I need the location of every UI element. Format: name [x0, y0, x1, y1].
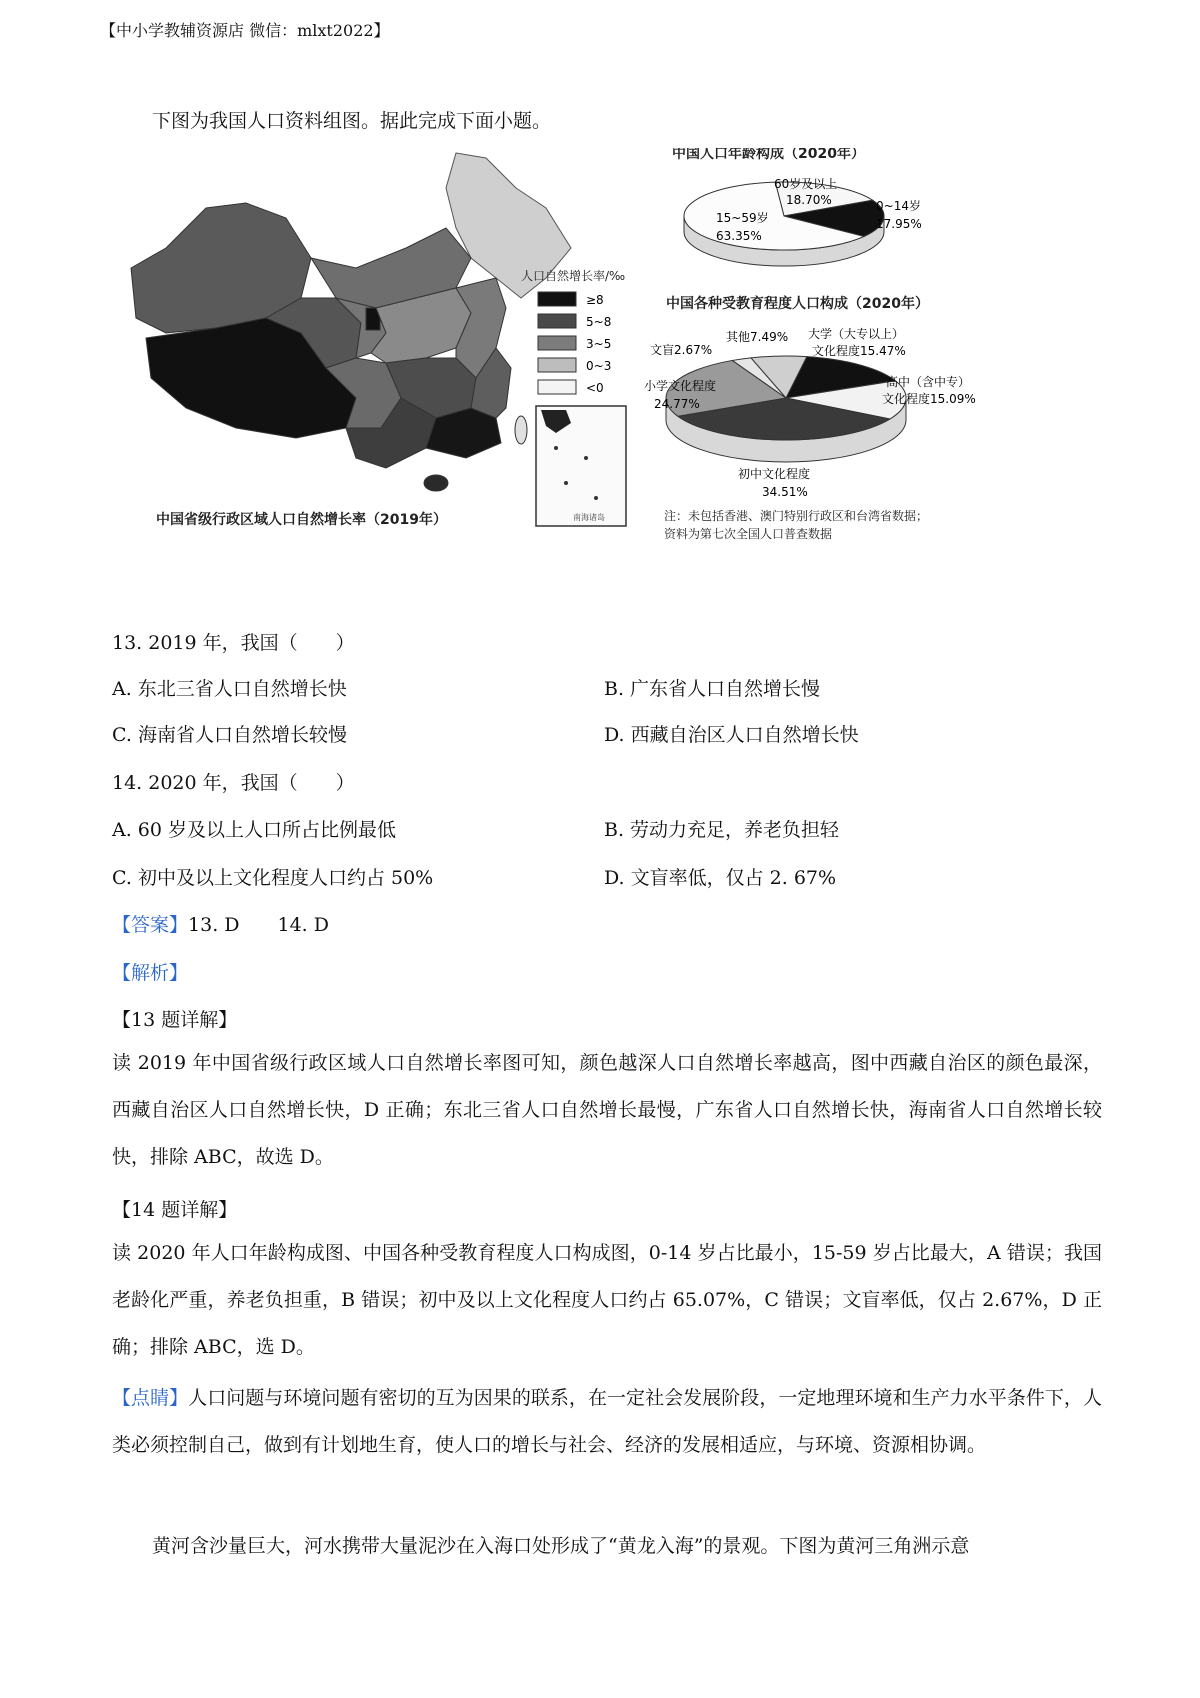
figure-svg	[126, 148, 1086, 593]
q14-option-b: B. 劳动力充足，养老负担轻	[604, 819, 840, 841]
detail14-title: 【14 题详解】	[112, 1199, 238, 1221]
edu-chart-title: 中国各种受教育程度人口构成（2020年）	[666, 296, 929, 312]
age-label-15-59: 15~59岁	[716, 211, 769, 225]
edu-label-other: 其他7.49%	[726, 330, 789, 344]
legend-label-3: 3~5	[586, 337, 612, 351]
edu-value-university: 文化程度15.47%	[812, 344, 906, 358]
figure-note-2: 资料为第七次全国人口普查数据	[664, 527, 833, 541]
tip-paragraph	[112, 1375, 1102, 1469]
age-pie-chart	[684, 176, 922, 266]
map-legend-title: 人口自然增长率/‰	[521, 269, 626, 283]
map-legend	[538, 292, 611, 395]
inset-label: 南海诸岛	[573, 513, 605, 522]
age-value-15-59: 63.35%	[716, 229, 762, 243]
q13-option-d: D. 西藏自治区人口自然增长快	[604, 724, 859, 746]
map-caption: 中国省级行政区域人口自然增长率（2019年）	[156, 512, 447, 528]
edu-label-illiterate: 文盲2.67%	[650, 343, 713, 357]
age-chart-title: 中国人口年龄构成（2020年）	[672, 148, 865, 162]
legend-label-1: ≥8	[586, 293, 604, 307]
detail13-text: 读 2019 年中国省级行政区域人口自然增长率图可知，颜色越深人口自然增长率越高，图中西藏自治区的颜色最深，西藏自治区人口自然增长快，D 正确；东北三省人口自然增长最慢，广东省人口自然增长快，海南省人口自然增长较快，排除 ABC，故选 D。	[112, 1052, 1102, 1168]
legend-label-5: <0	[586, 381, 604, 395]
edu-pie-chart	[644, 326, 976, 499]
analysis-label: 【解析】	[112, 962, 189, 984]
tip-label: 【点睛】	[112, 1387, 189, 1409]
intro-text: 下图为我国人口资料组图。据此完成下面小题。	[152, 110, 552, 132]
detail13-title: 【13 题详解】	[112, 1009, 238, 1031]
edu-value-primary: 24.77%	[654, 397, 700, 411]
edu-value-junior: 34.51%	[762, 485, 808, 499]
age-value-60plus: 18.70%	[786, 193, 832, 207]
figure-note-1: 注：未包括香港、澳门特别行政区和台湾省数据；	[664, 509, 929, 523]
edu-label-primary: 小学文化程度	[644, 379, 717, 393]
q13-stem: 13. 2019 年，我国（ ）	[112, 632, 355, 654]
edu-label-university: 大学（大专以上）	[808, 327, 905, 341]
answer-line	[112, 910, 329, 937]
legend-label-2: 5~8	[586, 315, 612, 329]
edu-label-highschool: 高中（含中专）	[886, 375, 971, 389]
age-label-60plus: 60岁及以上	[774, 177, 838, 191]
page-header: 【中小学教辅资源店 微信：mlxt2022】	[100, 21, 390, 40]
q13-option-b: B. 广东省人口自然增长慢	[604, 678, 821, 700]
q14-stem: 14. 2020 年，我国（ ）	[112, 772, 355, 794]
tip-text: 人口问题与环境问题有密切的互为因果的联系，在一定社会发展阶段，一定地理环境和生产力水平条件下，人类必须控制自己，做到有计划地生育，使人口的增长与社会、经济的发展相适应，与环境、资源相协调。	[112, 1387, 1102, 1456]
q13-option-c: C. 海南省人口自然增长较慢	[112, 724, 347, 746]
q14-option-c: C. 初中及以上文化程度人口约占 50%	[112, 867, 434, 889]
q14-option-d: D. 文盲率低，仅占 2. 67%	[604, 867, 837, 889]
age-value-0-14: 17.95%	[876, 217, 922, 231]
answer-label: 【答案】	[112, 914, 189, 936]
answer-text: 13. D 14. D	[188, 914, 329, 936]
china-map	[131, 153, 571, 491]
next-intro-text: 黄河含沙量巨大，河水携带大量泥沙在入海口处形成了“黄龙入海”的景观。下图为黄河三角洲示意	[152, 1535, 970, 1557]
q14-option-a: A. 60 岁及以上人口所占比例最低	[112, 819, 397, 841]
edu-label-junior: 初中文化程度	[738, 467, 811, 481]
edu-value-highschool: 文化程度15.09%	[882, 392, 976, 406]
legend-label-4: 0~3	[586, 359, 612, 373]
population-figure	[126, 148, 1086, 593]
south-sea-inset	[536, 406, 626, 526]
q13-option-a: A. 东北三省人口自然增长快	[112, 678, 347, 700]
detail14-text: 读 2020 年人口年龄构成图、中国各种受教育程度人口构成图，0-14 岁占比最小，15-59 岁占比最大，A 错误；我国老龄化严重，养老负担重，B 错误；初中及以上文化程度人口约占 65.07%，C 错误；文盲率低，仅占 2.67%，D 正确；排除 ABC，选 D。	[112, 1242, 1102, 1358]
age-label-0-14: 0~14岁	[876, 199, 921, 213]
